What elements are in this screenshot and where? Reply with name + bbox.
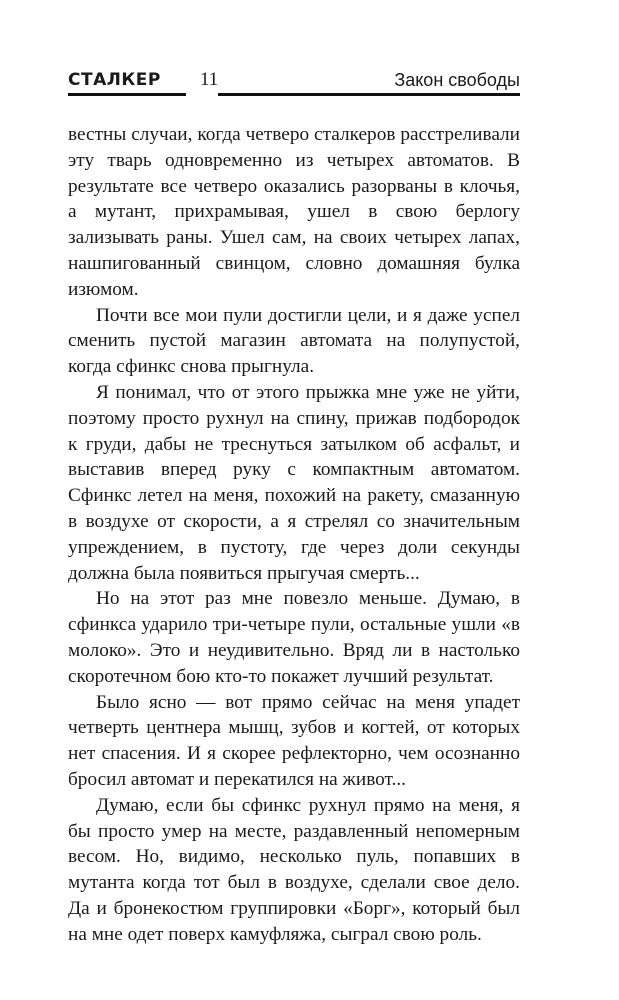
book-title: Закон свободы: [394, 70, 520, 90]
paragraph: Было ясно — вот прямо сейчас на меня упадет четверть центнера мышц, зубов и когтей, от которых нет спасения. И я скорее рефлекторно, чем осознанно бросил автомат и перекатился на живот...: [68, 691, 520, 790]
paragraph: Думаю, если бы сфинкс рухнул прямо на меня, я бы просто умер на месте, раздавленный непомерным весом. Но, видимо, несколько пуль, попавших в мутанта когда тот был в воздухе, сделали свое дело. Да и бронекостюм группировки «Борг», который был на мне одет поверх камуфляжа, сыграл свою роль.: [68, 794, 520, 945]
running-header: [68, 70, 520, 98]
header-rule-right: [218, 93, 520, 96]
page-number: 11: [200, 69, 219, 90]
body-text: [68, 122, 520, 948]
paragraph: Почти все мои пули достигли цели, и я даже успел сменить пустой магазин автомата на полупустой, когда сфинкс снова прыгнула.: [68, 304, 520, 378]
paragraph: вестны случаи, когда четверо сталкеров расстреливали эту тварь одновременно из четырех автоматов. В результате все четверо оказались разорваны в клочья, а мутант, прихрамывая, ушел в свою берлогу зализывать раны. Ушел сам, на своих четырех лапах, нашпигованный свинцом, словно домашняя булка изюмом.: [68, 124, 520, 300]
paragraph: Я понимал, что от этого прыжка мне уже не уйти, поэтому просто рухнул на спину, прижав подбородок к груди, дабы не треснуться затылком об асфальт, и выставив вперед руку с компактным автоматом. Сфинкс летел на меня, похожий на ракету, смазанную в воздухе от скорости, а я стрелял со значительным упреждением, в пустоту, где через доли секунды должна была появиться прыгучая смерть...: [68, 381, 520, 584]
series-name: СТАЛКЕР: [68, 70, 161, 90]
header-rule-left: [68, 93, 186, 96]
paragraph: Но на этот раз мне повезло меньше. Думаю, в сфинкса ударило три-четыре пули, остальные ушли «в молоко». Это и неудивительно. Вряд ли в настолько скоротечном бою кто-то покажет лучший результат.: [68, 588, 520, 687]
